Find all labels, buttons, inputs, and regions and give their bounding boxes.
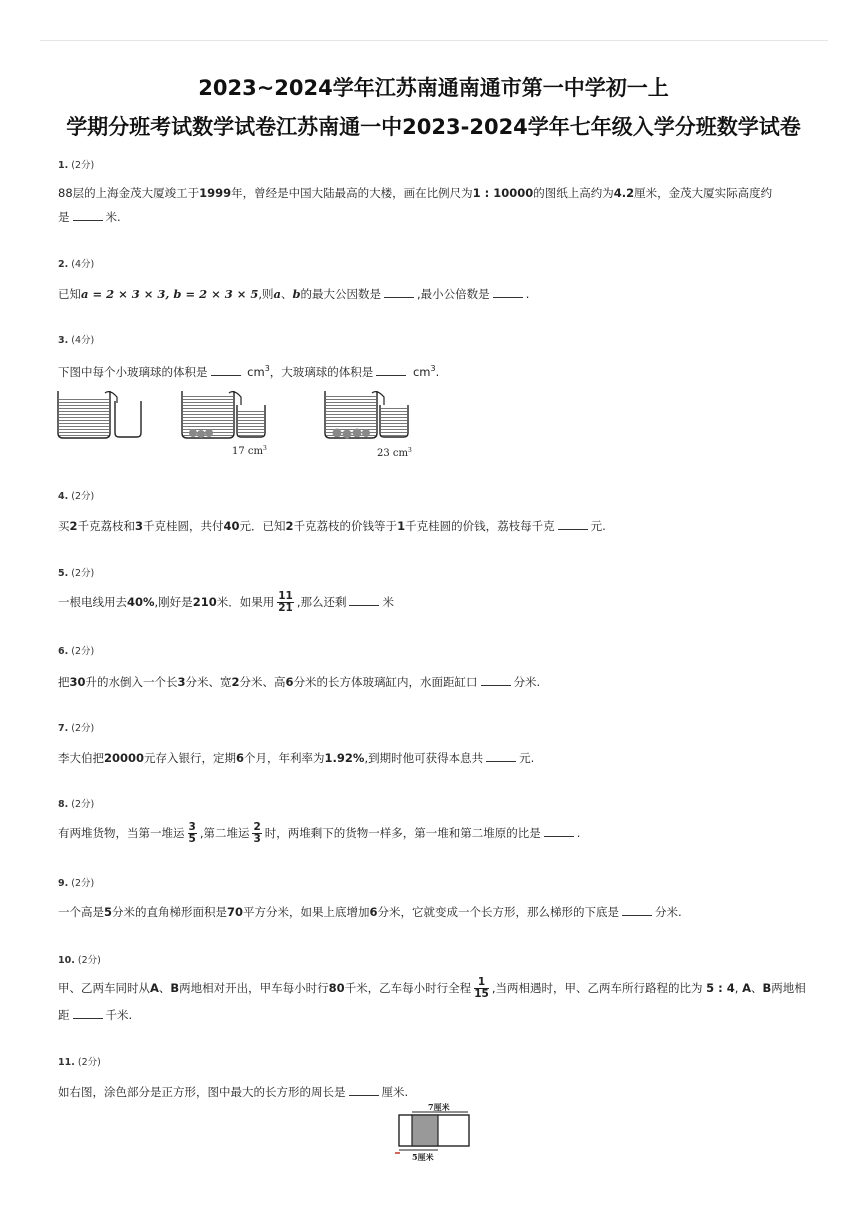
question-10-text: 甲、乙两车同时从A、B两地相对开出，甲车每小时行80千米，乙车每小时行全程 $\frac{1}{15}$ ,当两相遇时，甲、乙两车所行路程的比为 5 : 4, A、B两地相 [58, 976, 806, 1000]
answer-blank[interactable] [73, 208, 103, 221]
answer-blank[interactable] [486, 749, 516, 762]
question-7-header: 7. (2分) [58, 723, 95, 734]
answer-blank[interactable] [73, 1006, 103, 1019]
page-title-line-2: 学期分班考试数学试卷江苏南通一中2023-2024学年七年级入学分班数学试卷 [66, 115, 801, 139]
question-5-header: 5. (2分) [58, 568, 95, 579]
question-4-header: 4. (2分) [58, 491, 95, 502]
question-1-text: 88层的上海金茂大厦竣工于1999年，曾经是中国大陆最高的大楼，画在比例尺为1 : 10000的图纸上高约为4.2厘米，金茂大厦实际高度约 [58, 186, 773, 200]
fraction-1-15: $\frac{1}{15}$ [474, 976, 489, 1000]
question-1-header: 1. (2分) [58, 160, 95, 171]
beaker-3 [325, 391, 412, 459]
beaker-2 [182, 391, 267, 457]
question-10-text-line-2: 距 千米. [58, 1008, 133, 1022]
question-7-text: 李大伯把20000元存入银行，定期6个月，年利率为1.92%,到期时他可获得本息共 元. [58, 751, 535, 765]
page-title-line-1: 2023~2024学年江苏南通南通市第一中学初一上 [198, 76, 669, 100]
question-9-header: 9. (2分) [58, 878, 95, 889]
question-9-text: 一个高是5分米的直角梯形面积是70平方分米，如果上底增加6分米，它就变成一个长方形，那么梯形的下底是 分米. [58, 905, 682, 919]
svg-text:23 cm3: 23 $cm^3$ [377, 447, 412, 459]
figure-top-label: 7厘米 [428, 1102, 450, 1112]
question-1-text-line-2: 是 米. [58, 210, 121, 224]
rectangle-figure [390, 1100, 480, 1164]
svg-text:17 cm3: 17 $cm^3$ [232, 445, 267, 457]
answer-blank[interactable] [493, 285, 523, 298]
question-8-header: 8. (2分) [58, 799, 95, 810]
answer-blank[interactable] [558, 517, 588, 530]
question-3-text: 下图中每个小玻璃球的体积是 $cm^3$，大玻璃球的体积是 $cm^3$. [58, 364, 440, 379]
question-11-header: 11. (2分) [58, 1057, 101, 1068]
figure-bottom-label: 5厘米 [412, 1152, 434, 1162]
beaker-1 [58, 391, 141, 438]
answer-blank[interactable] [376, 363, 406, 376]
fraction-11-21: $\frac{11}{21}$ [278, 590, 293, 614]
fraction-3-5: $\frac{3}{5}$ [188, 821, 196, 845]
answer-blank[interactable] [211, 363, 241, 376]
answer-blank[interactable] [349, 593, 379, 606]
question-3-header: 3. (4分) [58, 335, 95, 346]
shaded-square [412, 1115, 438, 1146]
question-6-text: 把30升的水倒入一个长3分米、宽2分米、高6分米的长方体玻璃缸内，水面距缸口 分米. [58, 675, 541, 689]
beaker-2-volume-label: 17 cm [232, 446, 263, 457]
question-5-text: 一根电线用去40%,刚好是210米．如果用 $\frac{11}{21}$ ,那么还剩 米 [58, 590, 394, 614]
answer-blank[interactable] [481, 673, 511, 686]
answer-blank[interactable] [622, 903, 652, 916]
question-11-text: 如右图，涂色部分是正方形，图中最大的长方形的周长是 厘米. [58, 1085, 409, 1099]
question-6-header: 6. (2分) [58, 646, 95, 657]
beaker-figure [55, 383, 425, 463]
question-10-header: 10. (2分) [58, 955, 101, 966]
fraction-2-3: $\frac{2}{3}$ [253, 821, 261, 845]
answer-blank[interactable] [544, 824, 574, 837]
beaker-3-volume-label: 23 cm [377, 448, 408, 459]
header-divider [40, 40, 828, 41]
question-4-text: 买2千克荔枝和3千克桂圆，共付40元．已知2千克荔枝的价钱等于1千克桂圆的价钱，荔枝每千克 元. [58, 519, 606, 533]
question-2-header: 2. (4分) [58, 259, 95, 270]
question-2-text: 已知a = 2 × 3 × 3, b = 2 × 3 × 5,则a、b的最大公因数是 ,最小公倍数是 . [58, 287, 530, 301]
question-8-text: 有两堆货物，当第一堆运 $\frac{3}{5}$ ,第二堆运 $\frac{2}{3}$ 时，两堆剩下的货物一样多，第一堆和第二堆原的比是 . [58, 821, 581, 845]
answer-blank[interactable] [349, 1083, 379, 1096]
answer-blank[interactable] [384, 285, 414, 298]
